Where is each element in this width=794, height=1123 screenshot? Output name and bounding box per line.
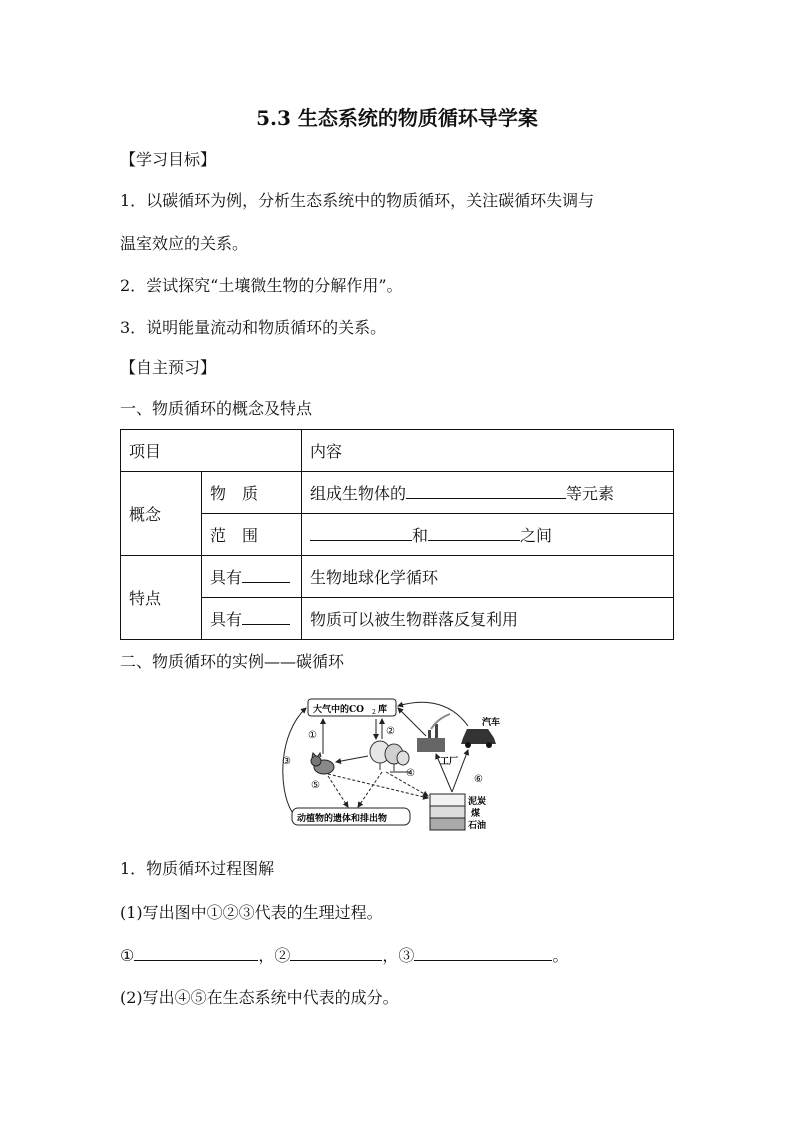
period: 。: [552, 946, 569, 965]
preview-heading: 【自主预习】: [120, 358, 217, 377]
question-1: (1)写出图中①②③代表的生理过程。: [120, 903, 383, 922]
coal-label: 煤: [471, 809, 481, 819]
remains-label: 动植物的遗体和排出物: [297, 814, 388, 824]
has-label: 具有: [210, 568, 243, 587]
goal-1-line-1: 1．以碳循环为例，分析生态系统中的物质循环，关注碳循环失调与: [120, 191, 595, 210]
table-cell-scope: 范 围: [202, 514, 302, 556]
goal-3: 3．说明能量流动和物质循环的关系。: [120, 318, 387, 337]
cycle-concept-table: [120, 429, 674, 640]
answer-blank[interactable]: [310, 525, 412, 541]
answer-blank[interactable]: [414, 945, 552, 961]
table-row: [121, 430, 674, 472]
marker-1: ①: [308, 730, 317, 741]
arrow-dashed: [358, 772, 382, 807]
question-section-heading: 1．物质循环过程图解: [120, 859, 275, 878]
table-header-item: 项目: [121, 430, 302, 472]
goals-heading: 【学习目标】: [120, 150, 217, 169]
oil-layer: [430, 818, 465, 830]
table-cell-matter-content: [302, 472, 674, 514]
section-1-heading: 一、物质循环的概念及特点: [120, 399, 313, 418]
matter-suffix: 等元素: [566, 484, 615, 503]
table-row: [121, 472, 674, 514]
marker-3: ③: [282, 756, 291, 767]
plants-icon: [370, 741, 409, 771]
car-label: 汽车: [482, 718, 501, 728]
car-icon: [461, 729, 496, 744]
answer-2-marker: ②: [274, 946, 291, 965]
table-row: [121, 514, 674, 556]
scope-suffix: 之间: [520, 526, 553, 545]
goal-2: 2．尝试探究“土壤微生物的分解作用”。: [120, 276, 403, 295]
table-cell-feature-2: [202, 598, 302, 640]
marker-5: ⑤: [311, 780, 320, 791]
coal-layer: [430, 806, 465, 818]
scope-and: 和: [412, 526, 429, 545]
marker-2: ②: [386, 726, 395, 737]
table-row: [121, 598, 674, 640]
car-wheel-icon: [465, 742, 471, 748]
peat-layer: [430, 794, 465, 806]
table-row: [121, 556, 674, 598]
table-cell-feature-1: [202, 556, 302, 598]
factory-label: 工厂: [440, 757, 459, 767]
question-2: (2)写出④⑤在生态系统中代表的成分。: [120, 988, 399, 1007]
goal-1-line-2: 温室效应的关系。: [120, 234, 249, 253]
table-header-content: 内容: [302, 430, 674, 472]
table-cell-scope-content: [302, 514, 674, 556]
factory-icon: [417, 714, 450, 752]
page-title: 5.3 生态系统的物质循环导学案: [256, 106, 538, 130]
arrow-factory: [398, 708, 426, 736]
carbon-cycle-diagram: [278, 694, 514, 832]
separator: ，: [258, 946, 275, 965]
arrow-car: [398, 702, 468, 726]
marker-4: ④: [406, 768, 415, 779]
atmosphere-label: 大气中的CO: [313, 705, 365, 715]
animal-icon: [311, 753, 334, 774]
car-wheel-icon: [486, 742, 492, 748]
has-label: 具有: [210, 610, 243, 629]
answer-1-marker: ①: [120, 946, 135, 965]
separator: ，: [382, 946, 399, 965]
table-cell-matter: 物 质: [202, 472, 302, 514]
answer-blank[interactable]: [428, 525, 520, 541]
matter-prefix: 组成生物体的: [310, 484, 407, 503]
oil-label: 石油: [468, 821, 487, 831]
atmosphere-subscript: 2: [372, 709, 376, 716]
arrow-plant-animal: [336, 756, 368, 762]
answer-3-marker: ③: [398, 946, 415, 965]
marker-6: ⑥: [474, 774, 483, 785]
arrow-dashed: [328, 776, 348, 807]
section-2-heading: 二、物质循环的实例——碳循环: [120, 652, 345, 671]
atmosphere-suffix: 库: [378, 705, 388, 715]
table-cell-feature-1-content: 生物地球化学循环: [302, 556, 674, 598]
answer-blank[interactable]: [242, 609, 290, 625]
table-cell-feature-2-content: 物质可以被生物群落反复利用: [302, 598, 674, 640]
table-cell-concept: 概念: [121, 472, 202, 556]
answer-blank[interactable]: [134, 945, 258, 961]
table-cell-feature: 特点: [121, 556, 202, 640]
answer-blank[interactable]: [290, 945, 382, 961]
answer-blank[interactable]: [242, 567, 290, 583]
answer-blank[interactable]: [406, 483, 566, 499]
question-1-answers: [120, 945, 568, 966]
peat-label: 泥炭: [468, 797, 487, 807]
